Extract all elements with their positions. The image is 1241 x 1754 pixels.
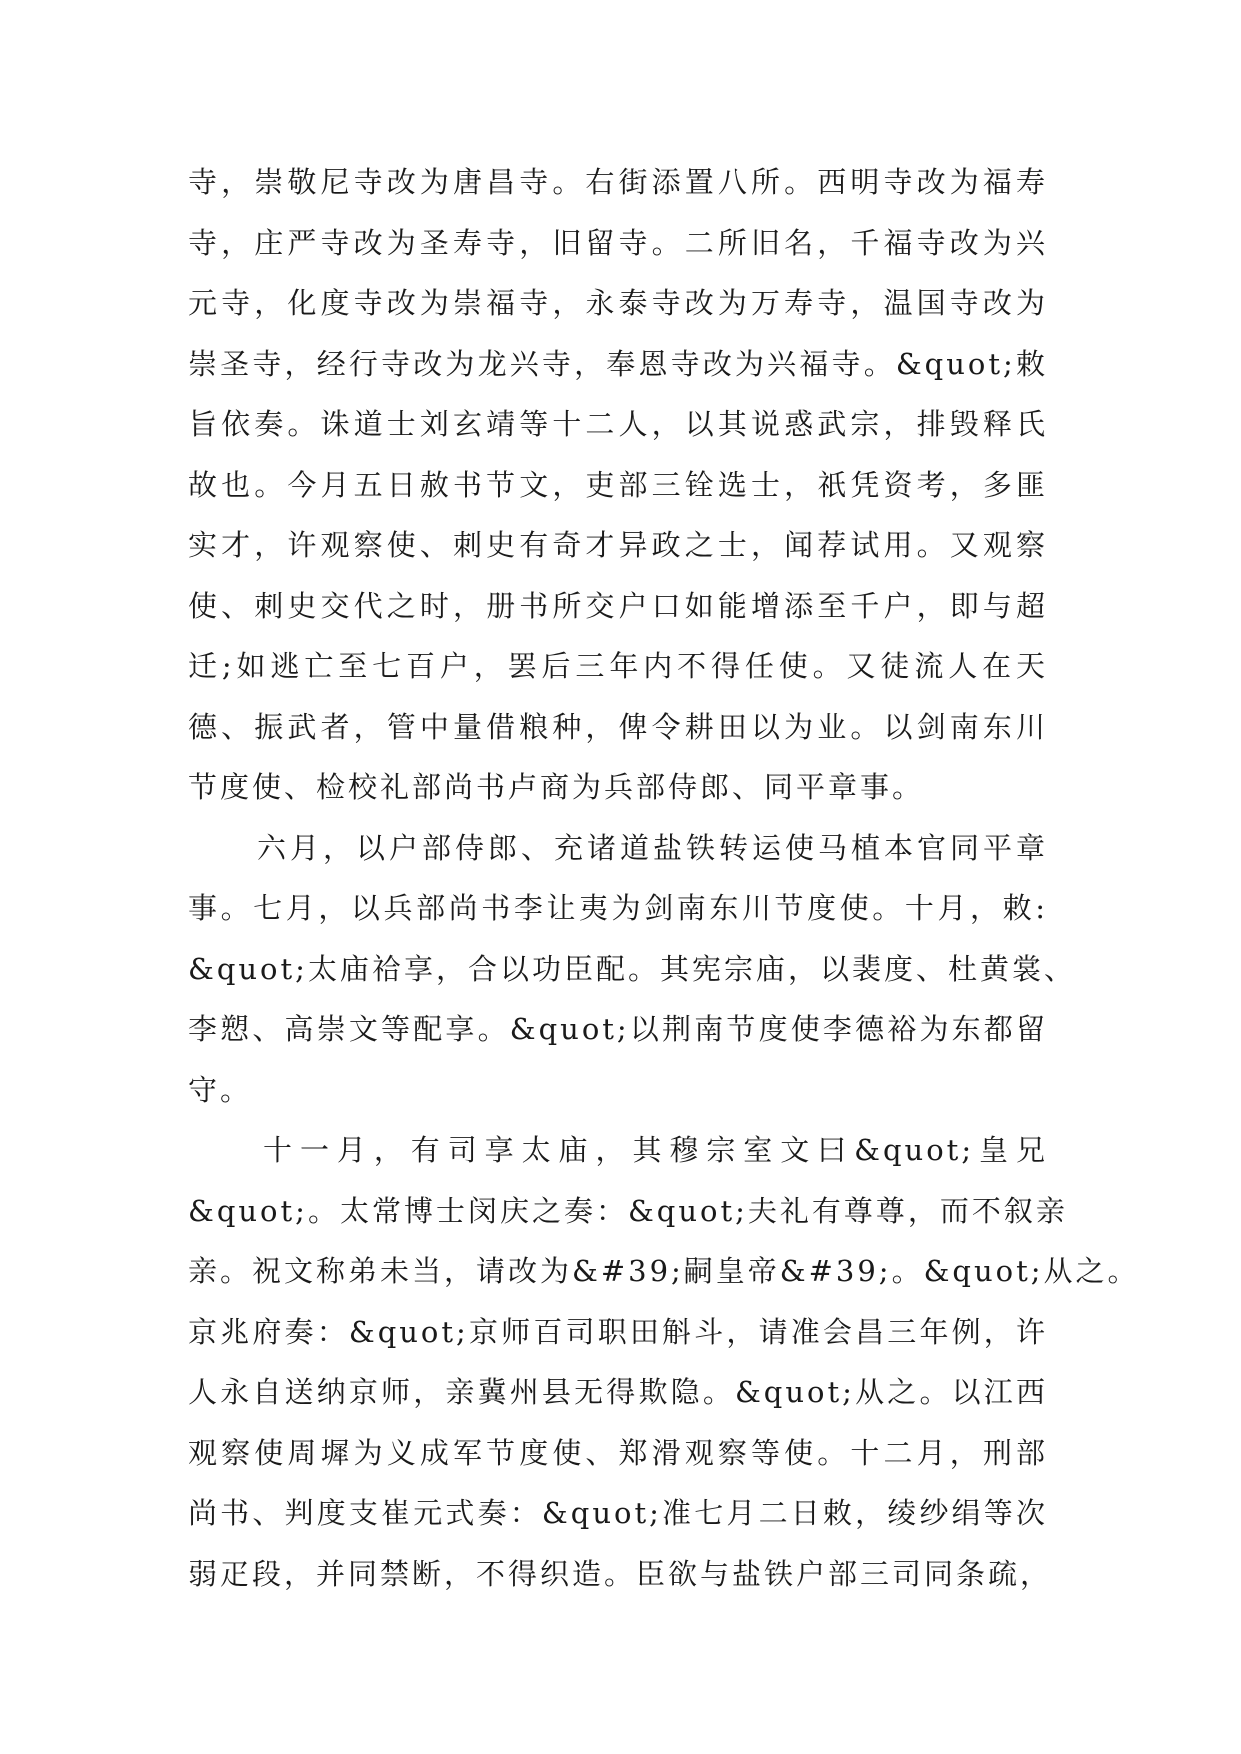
text-line: 元寺，化度寺改为崇福寺，永泰寺改为万寿寺，温国寺改为 <box>188 286 1048 320</box>
text-line: 寺，崇敬尼寺改为唐昌寺。右街添置八所。西明寺改为福寿 <box>188 165 1048 199</box>
body-text <box>188 152 1140 1604</box>
paragraph-3 <box>188 1120 1140 1604</box>
text-line: 使、刺史交代之时，册书所交户口如能增添至千户，即与超 <box>188 588 1048 623</box>
text-line: 京兆府奏：&quot;京师百司职田斛斗，请准会昌三年例，许 <box>188 1314 1048 1349</box>
text-line: 旨依奏。诛道士刘玄靖等十二人，以其说惑武宗，排毁释氏 <box>188 407 1048 441</box>
text-line: 德、振武者，管中量借粮种，俾令耕田以为业。以剑南东川 <box>188 709 1048 744</box>
text-line: 弱疋段，并同禁断，不得织造。臣欲与盐铁户部三司同条疏， <box>188 1556 1053 1591</box>
text-line: 事。七月，以兵部尚书李让夷为剑南东川节度使。十月，敕: <box>188 891 1048 925</box>
text-line: &quot;。太常博士闵庆之奏：&quot;夫礼有尊尊，而不叙亲 <box>188 1193 1068 1228</box>
text-line: 寺，庄严寺改为圣寿寺，旧留寺。二所旧名，千福寺改为兴 <box>188 225 1048 260</box>
text-line: 李愬、高崇文等配享。&quot;以荆南节度使李德裕为东都留 <box>188 1012 1048 1046</box>
text-line: 观察使周墀为义成军节度使、郑滑观察等使。十二月，刑部 <box>188 1435 1048 1470</box>
paragraph-1 <box>188 152 1048 818</box>
text-line: 守。 <box>188 1072 253 1107</box>
text-line: 人永自送纳京师，亲冀州县无得欺隐。&quot;从之。以江西 <box>188 1375 1048 1409</box>
text-line: 节度使、检校礼部尚书卢商为兵部侍郎、同平章事。 <box>188 770 925 804</box>
text-line: 六月，以户部侍郎、充诸道盐铁转运使马植本官同平章 <box>257 830 1048 865</box>
text-line: &quot;太庙祫享，合以功臣配。其宪宗庙，以裴度、杜黄裳、 <box>188 951 1076 986</box>
paragraph-2 <box>188 818 1076 1121</box>
text-line: 故也。今月五日赦书节文，吏部三铨选士，祇凭资考，多匪 <box>188 467 1048 502</box>
text-line: 迁;如逃亡至七百户，罢后三年内不得任使。又徒流人在天 <box>188 649 1048 683</box>
text-line: 实才，许观察使、刺史有奇才异政之士，闻荐试用。又观察 <box>188 528 1048 562</box>
text-line: 尚书、判度支崔元式奏：&quot;准七月二日敕，绫纱绢等次 <box>188 1496 1048 1530</box>
text-line: 崇圣寺，经行寺改为龙兴寺，奉恩寺改为兴福寺。&quot;敕 <box>188 346 1048 381</box>
text-line: 十一月，有司享太庙，其穆宗室文曰&quot;皇兄 <box>263 1133 1048 1167</box>
text-line: 亲。祝文称弟未当，请改为&#39;嗣皇帝&#39;。&quot;从之。 <box>188 1254 1140 1288</box>
